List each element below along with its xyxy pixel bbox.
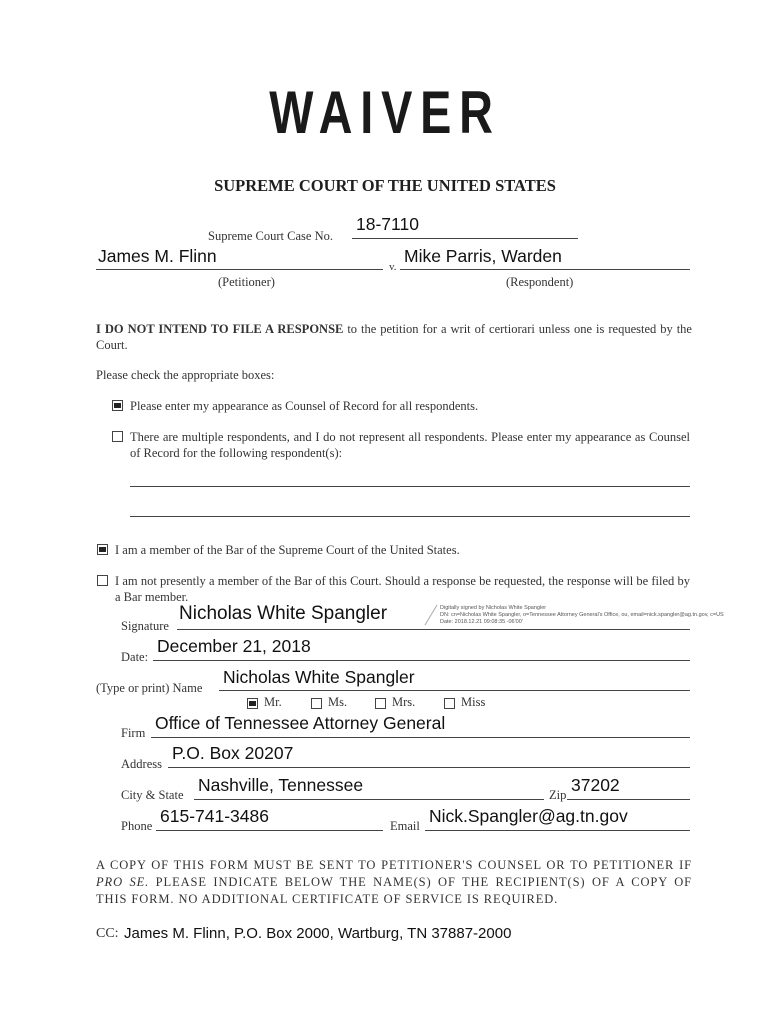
zip-field[interactable]: 37202 xyxy=(571,775,620,795)
all-respondents-text: Please enter my appearance as Counsel of Record for all respondents. xyxy=(130,399,479,413)
not-bar-member-checkbox[interactable] xyxy=(97,575,108,586)
email-line xyxy=(425,830,690,831)
not-bar-member-text: I am not presently a member of the Bar of this Court. Should a response be requested, the response will be filed by a Bar member. xyxy=(115,574,690,604)
instructions-text: Please check the appropriate boxes: xyxy=(96,368,275,382)
signature-field[interactable]: Nicholas White Spangler xyxy=(179,603,388,624)
phone-line xyxy=(156,830,383,831)
date-label: Date: xyxy=(121,650,149,664)
cc-field[interactable]: James M. Flinn, P.O. Box 2000, Wartburg, TN 37887-2000 xyxy=(124,925,512,942)
digital-signature-line-3: Date: 2018.12.21 09:08:35 -06'00' xyxy=(440,619,523,625)
phone-field[interactable]: 615-741-3486 xyxy=(160,806,269,826)
title-mrs-label: Mrs. xyxy=(392,695,416,709)
signature-mark-icon xyxy=(424,604,438,626)
respondent-line xyxy=(400,269,690,270)
multiple-respondents-checkbox[interactable] xyxy=(112,431,123,442)
date-field[interactable]: December 21, 2018 xyxy=(157,636,311,656)
intent-statement-bold: I DO NOT INTEND TO FILE A RESPONSE xyxy=(96,322,344,336)
bar-member-checkbox[interactable] xyxy=(97,544,108,555)
copy-notice-part-2: PLEASE INDICATE BELOW THE NAME(S) OF THE RECIPIENT(S) OF A COPY OF THIS FORM. NO ADDITIONAL CERTIFICATE OF SERVICE IS REQUIRED. xyxy=(96,875,693,906)
case-number-field[interactable]: 18-7110 xyxy=(356,214,419,234)
title-miss-checkbox[interactable] xyxy=(444,698,455,709)
address-line xyxy=(168,767,690,768)
intent-statement-rest: to the petition for a writ of certiorari unless one is requested by the Court. xyxy=(96,322,692,352)
signature-line xyxy=(177,629,690,630)
title-mr-label: Mr. xyxy=(264,695,282,709)
copy-notice-part-1: A COPY OF THIS FORM MUST BE SENT TO PETITIONER'S COUNSEL OR TO PETITIONER IF xyxy=(96,858,692,872)
all-respondents-checkbox[interactable] xyxy=(112,400,123,411)
email-label: Email xyxy=(390,819,420,833)
respondents-line-2[interactable] xyxy=(130,516,690,517)
email-field[interactable]: Nick.Spangler@ag.tn.gov xyxy=(429,806,628,826)
date-line xyxy=(153,660,690,661)
digital-signature-line-1: Digitally signed by Nicholas White Spangler xyxy=(440,605,547,611)
bar-member-text: I am a member of the Bar of the Supreme Court of the United States. xyxy=(115,543,460,557)
copy-notice-italic: PRO SE. xyxy=(96,875,150,889)
digital-signature-line-2: DN: cn=Nicholas White Spangler, o=Tennessee Attorney General's Office, ou, email=nick.spangler@ag.tn.gov, c=US xyxy=(440,612,724,618)
city-state-field[interactable]: Nashville, Tennessee xyxy=(198,775,364,795)
respondent-label: (Respondent) xyxy=(506,275,574,289)
respondent-field[interactable]: Mike Parris, Warden xyxy=(404,246,562,266)
zip-line xyxy=(567,799,690,800)
name-label: (Type or print) Name xyxy=(96,681,203,695)
title-mrs-checkbox[interactable] xyxy=(375,698,386,709)
case-number-line xyxy=(352,238,578,239)
copy-notice xyxy=(96,857,692,908)
city-state-label: City & State xyxy=(121,788,184,802)
title-ms-label: Ms. xyxy=(328,695,348,709)
city-state-line xyxy=(194,799,544,800)
name-field[interactable]: Nicholas White Spangler xyxy=(223,667,415,687)
digital-signature-block xyxy=(440,605,724,626)
firm-label: Firm xyxy=(121,726,146,740)
name-line xyxy=(219,690,690,691)
address-label: Address xyxy=(121,757,162,771)
case-number-label: Supreme Court Case No. xyxy=(208,229,333,243)
versus-label: v. xyxy=(389,261,397,273)
petitioner-line xyxy=(96,269,383,270)
zip-label: Zip xyxy=(549,788,567,802)
multiple-respondents-text: There are multiple respondents, and I do not represent all respondents. Please enter my appearance as Counsel of Record for the following respondent(s): xyxy=(130,430,690,460)
form-title: WAIVER xyxy=(269,79,501,146)
firm-field[interactable]: Office of Tennessee Attorney General xyxy=(155,713,446,733)
petitioner-field[interactable]: James M. Flinn xyxy=(98,246,217,266)
title-miss-label: Miss xyxy=(461,695,486,709)
court-name: SUPREME COURT OF THE UNITED STATES xyxy=(214,176,556,195)
respondents-line-1[interactable] xyxy=(130,486,690,487)
cc-label: CC: xyxy=(96,926,119,941)
firm-line xyxy=(151,737,690,738)
intent-statement xyxy=(96,321,692,353)
title-ms-checkbox[interactable] xyxy=(311,698,322,709)
petitioner-label: (Petitioner) xyxy=(218,275,275,289)
phone-label: Phone xyxy=(121,819,153,833)
title-mr-checkbox[interactable] xyxy=(247,698,258,709)
signature-label: Signature xyxy=(121,619,169,633)
address-field[interactable]: P.O. Box 20207 xyxy=(172,743,294,763)
